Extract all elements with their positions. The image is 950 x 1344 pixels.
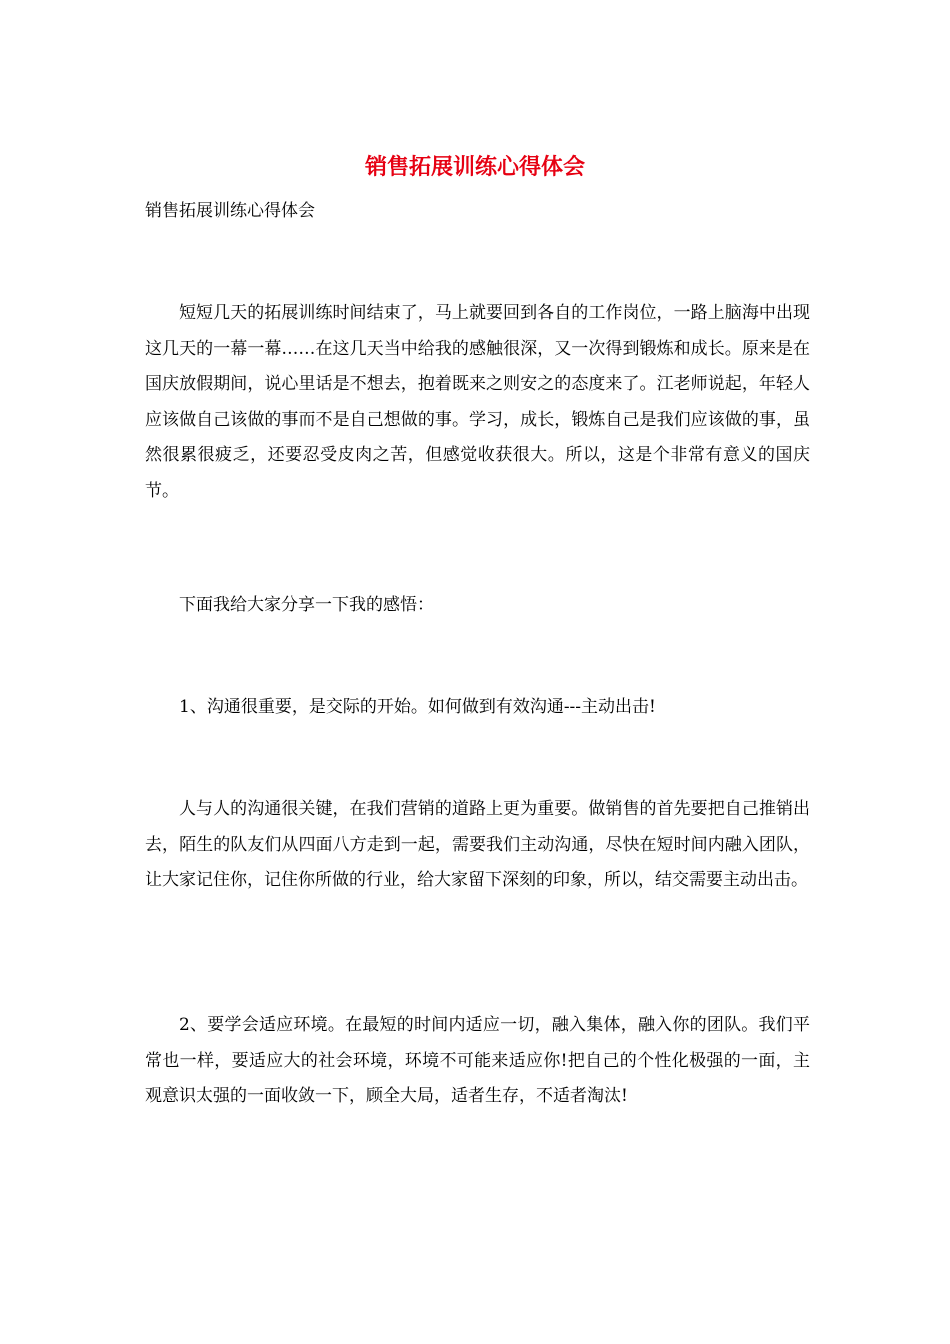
document-subtitle: 销售拓展训练心得体会 — [145, 201, 315, 221]
paragraph-point-1-body: 人与人的沟通很关键，在我们营销的道路上更为重要。做销售的首先要把自己推销出去，陌生的队友们从四面八方走到一起，需要我们主动沟通，尽快在短时间内融入团队，让大家记住你，记住你所做的行业，给大家留下深刻的印象，所以，结交需要主动出击。 — [145, 799, 810, 891]
paragraph-point-2: 2、要学会适应环境。在最短的时间内适应一切，融入集体，融入你的团队。我们平常也一样，要适应大的社会环境，环境不可能来适应你!把自己的个性化极强的一面，主观意识太强的一面收敛一下，顾全大局，适者生存，不适者淘汰! — [145, 1015, 810, 1107]
paragraph-intro: 短短几天的拓展训练时间结束了，马上就要回到各自的工作岗位，一路上脑海中出现这几天的一幕一幕……在这几天当中给我的感触很深，又一次得到锻炼和成长。原来是在国庆放假期间，说心里话是不想去，抱着既来之则安之的态度来了。江老师说起，年轻人应该做自己该做的事而不是自己想做的事。学习，成长，锻炼自己是我们应该做的事，虽然很累很疲乏，还要忍受皮肉之苦，但感觉收获很大。所以，这是个非常有意义的国庆节。 — [145, 303, 810, 501]
paragraph-share-intro: 下面我给大家分享一下我的感悟： — [179, 595, 434, 615]
document-title: 销售拓展训练心得体会 — [364, 154, 585, 180]
paragraph-point-1-heading: 1、沟通很重要，是交际的开始。如何做到有效沟通---主动出击! — [179, 697, 656, 717]
